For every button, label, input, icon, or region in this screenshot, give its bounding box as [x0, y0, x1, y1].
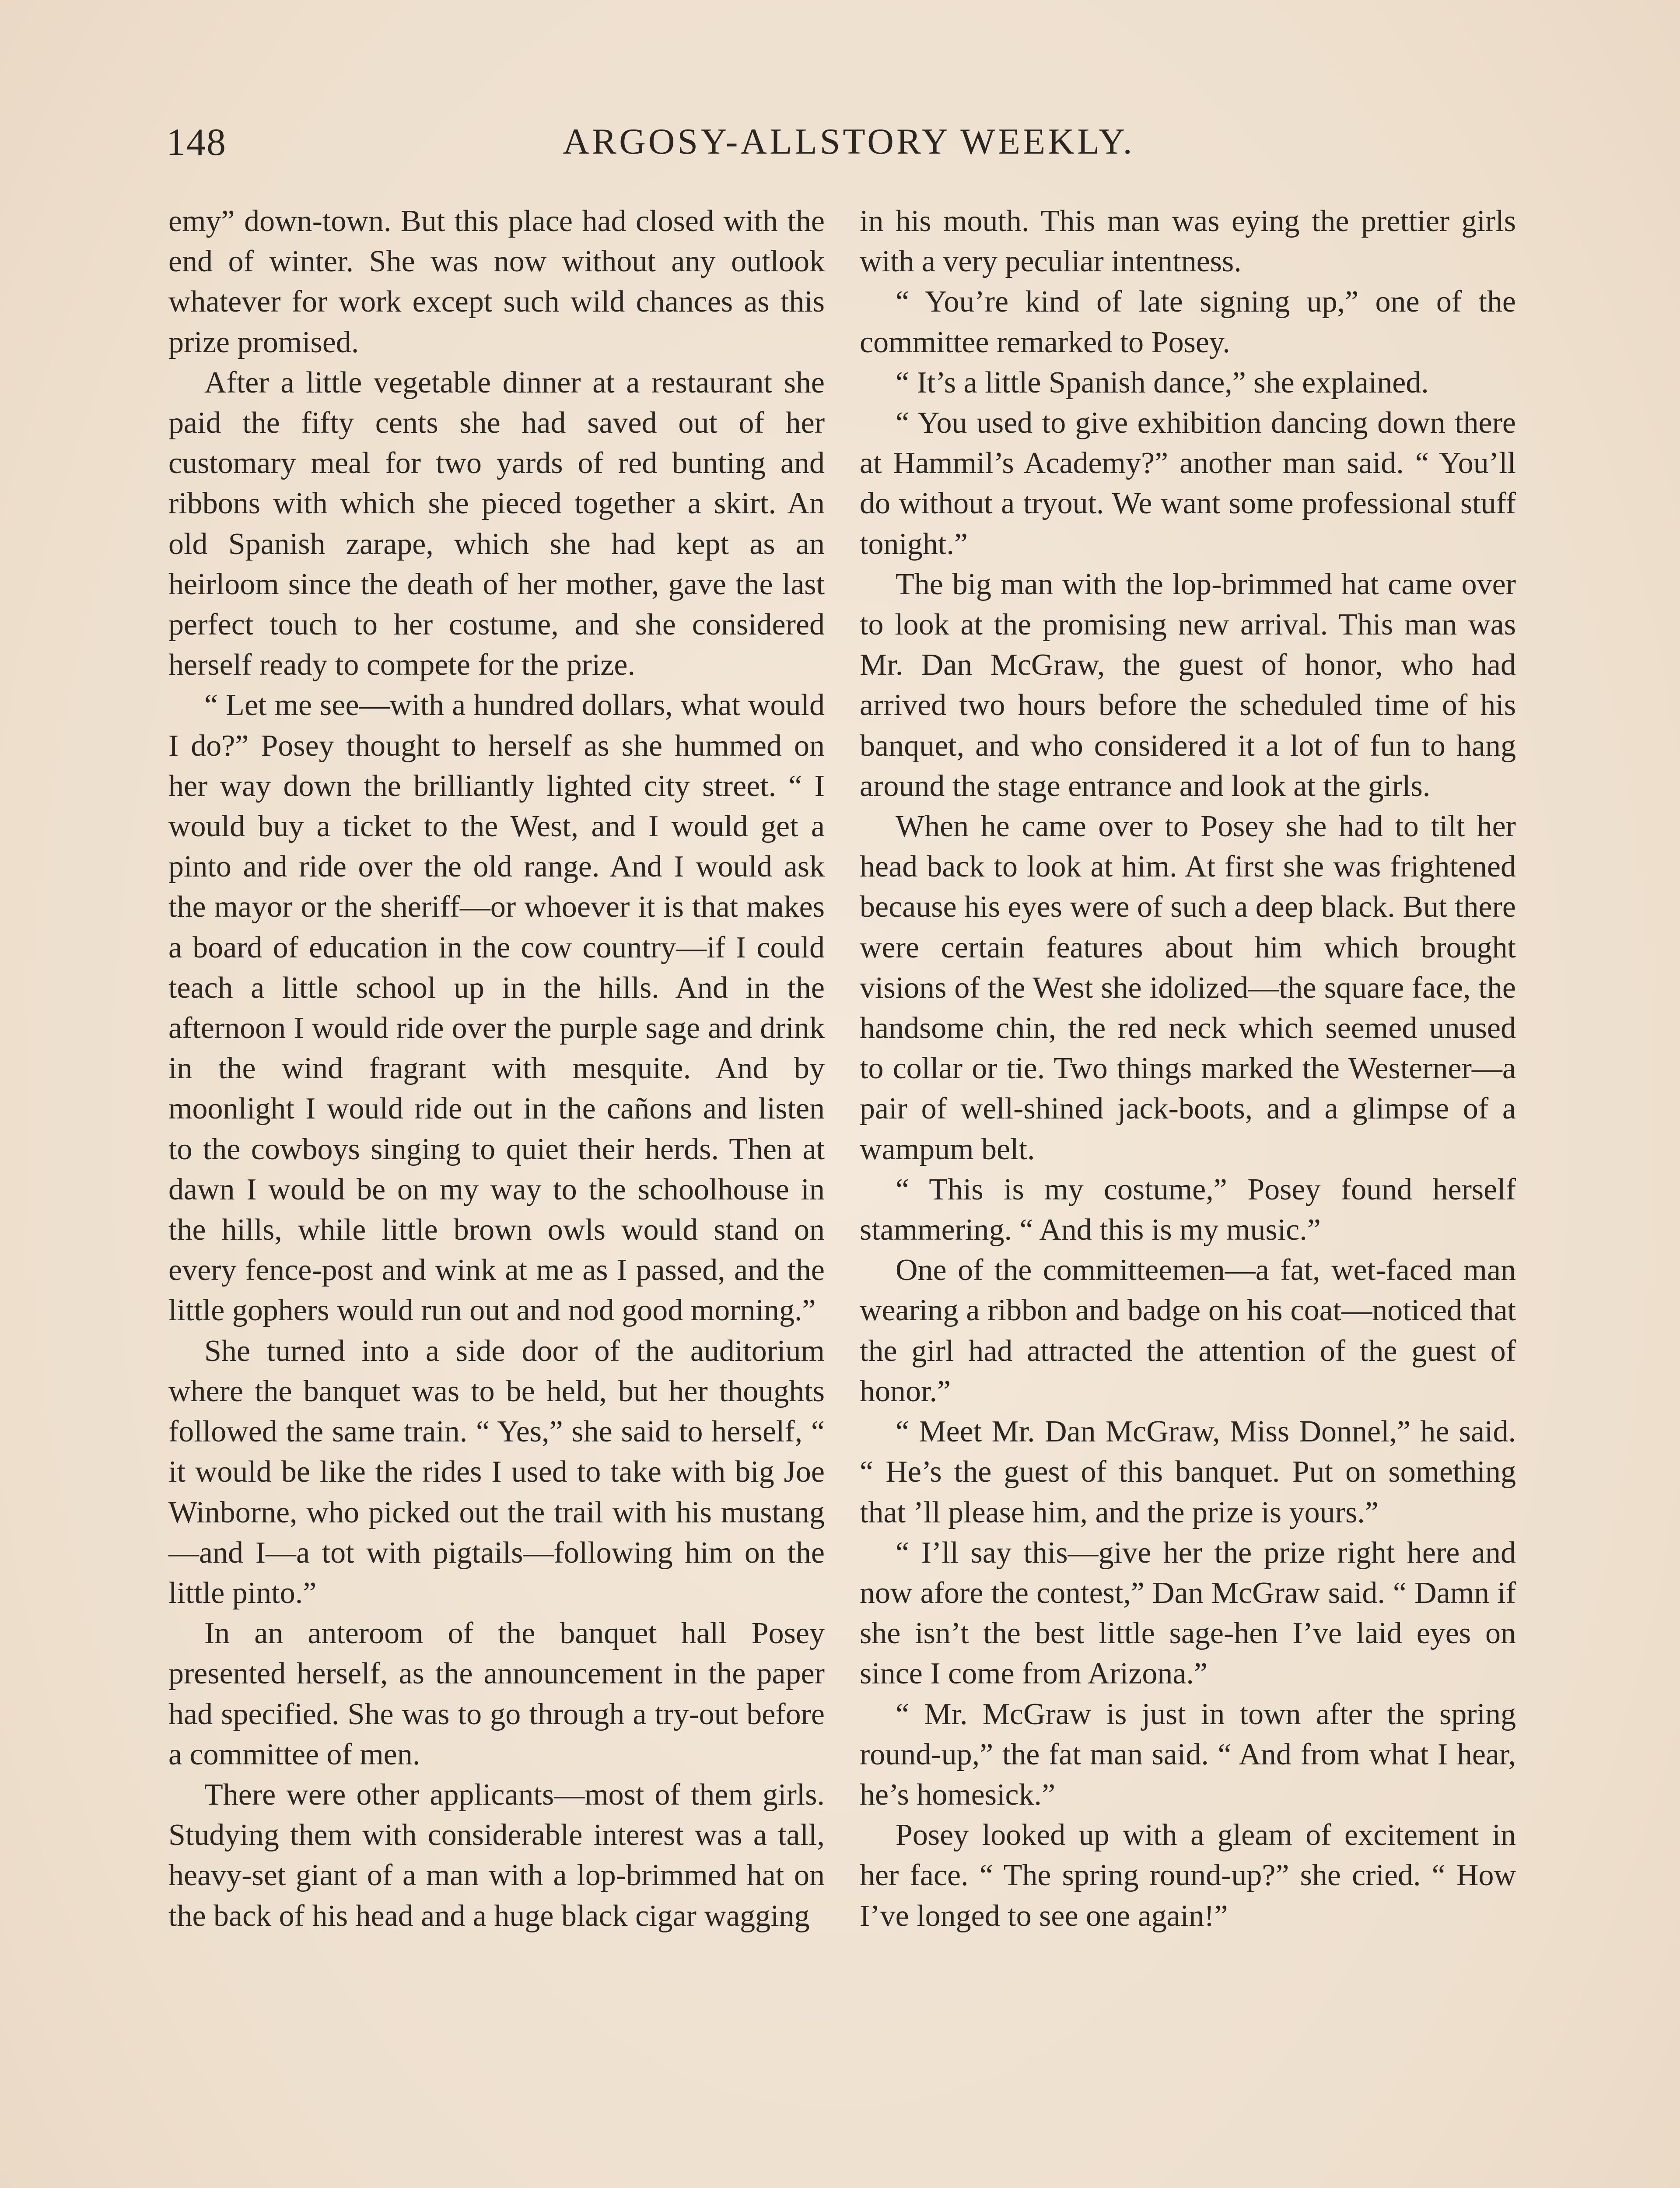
- paragraph: “ Meet Mr. Dan McGraw, Miss Donnel,” he said. “ He’s the guest of this banquet. Put on something that ’ll please him, and the prize is yours.”: [860, 1415, 1516, 1529]
- paragraph: “ You’re kind of late signing up,” one of the committee remarked to Posey.: [860, 285, 1516, 359]
- paragraph: emy” down-town. But this place had closed with the end of winter. She was now without any outlook whatever for work except such wild chances as this prize promised.: [168, 204, 825, 359]
- paragraph: in his mouth. This man was eying the prettier girls with a very peculiar intentness.: [860, 204, 1516, 279]
- page-header: [166, 120, 1531, 173]
- page-number: 148: [166, 121, 227, 164]
- paragraph: “ You used to give exhibition dancing down there at Hammil’s Academy?” another man said. “ You’ll do without a tryout. We want some professional stuff tonight.”: [860, 406, 1516, 561]
- paragraph: “ It’s a little Spanish dance,” she explained.: [896, 365, 1429, 400]
- paragraph: “ Let me see—with a hundred dollars, what would I do?” Posey thought to herself as she hummed on her way down the brilliantly lighted city street. “ I would buy a ticket to the West, and I would get a pinto and ride over the old range. And I would ask the mayor or the sheriff—or whoever it is that makes a board of education in the cow country—if I could teach a little school up in the hills. And in the afternoon I would ride over the purple sage and drink in the wind fragrant with mesquite. And by moonlight I would ride out in the cañons and listen to the cowboys singing to quiet their herds. Then at dawn I would be on my way to the schoolhouse in the hills, while little brown owls would stand on every fence-post and wink at me as I passed, and the little gophers would run out and nod good morning.”: [168, 688, 825, 1328]
- left-column: [168, 201, 825, 1936]
- paragraph: “ I’ll say this—give her the prize right here and now afore the contest,” Dan McGraw said. “ Damn if she isn’t the best little sage-hen I’ve laid eyes on since I come from Arizona.”: [860, 1536, 1516, 1691]
- paragraph: There were other applicants—most of them girls. Studying them with considerable interest was a tall, heavy-set giant of a man with a lop-brimmed hat on the back of his head and a huge black cigar wagging: [168, 1778, 825, 1933]
- paragraph: When he came over to Posey she had to tilt her head back to look at him. At first she was frightened because his eyes were of such a deep black. But there were certain features about him which brought visions of the West she idolized—the square face, the handsome chin, the red neck which seemed unused to collar or tie. Two things marked the Westerner—a pair of well-shined jack-boots, and a glimpse of a wampum belt.: [860, 810, 1516, 1166]
- paragraph: She turned into a side door of the auditorium where the banquet was to be held, but her thoughts followed the same train. “ Yes,” she said to herself, “ it would be like the rides I used to take with big Joe Winborne, who picked out the trail with his mustang—and I—a tot with pigtails—following him on the little pinto.”: [168, 1334, 825, 1610]
- paragraph: In an anteroom of the banquet hall Posey presented herself, as the announcement in the paper had specified. She was to go through a try-out before a committee of men.: [168, 1616, 825, 1771]
- paragraph: The big man with the lop-brimmed hat came over to look at the promising new arrival. This man was Mr. Dan McGraw, the guest of honor, who had arrived two hours before the scheduled time of his banquet, and who considered it a lot of fun to hang around the stage entrance and look at the girls.: [860, 567, 1516, 803]
- running-title: ARGOSY-ALLSTORY WEEKLY.: [563, 121, 1135, 162]
- paragraph: One of the committeemen—a fat, wet-faced man wearing a ribbon and badge on his coat—noticed that the girl had attracted the attention of the guest of honor.”: [860, 1253, 1516, 1408]
- paragraph: After a little vegetable dinner at a restaurant she paid the fifty cents she had saved out of her customary meal for two yards of red bunting and ribbons with which she pieced together a skirt. An old Spanish zarape, which she had kept as an heirloom since the death of her mother, gave the last perfect touch to her costume, and she considered herself ready to compete for the prize.: [168, 365, 825, 682]
- paragraph: “ This is my costume,” Posey found herself stammering. “ And this is my music.”: [860, 1172, 1516, 1247]
- right-column: [860, 201, 1516, 1936]
- paragraph: Posey looked up with a gleam of excitement in her face. “ The spring round-up?” she cried. “ How I’ve longed to see one again!”: [860, 1818, 1516, 1933]
- paragraph: “ Mr. McGraw is just in town after the spring round-up,” the fat man said. “ And from what I hear, he’s homesick.”: [860, 1697, 1516, 1812]
